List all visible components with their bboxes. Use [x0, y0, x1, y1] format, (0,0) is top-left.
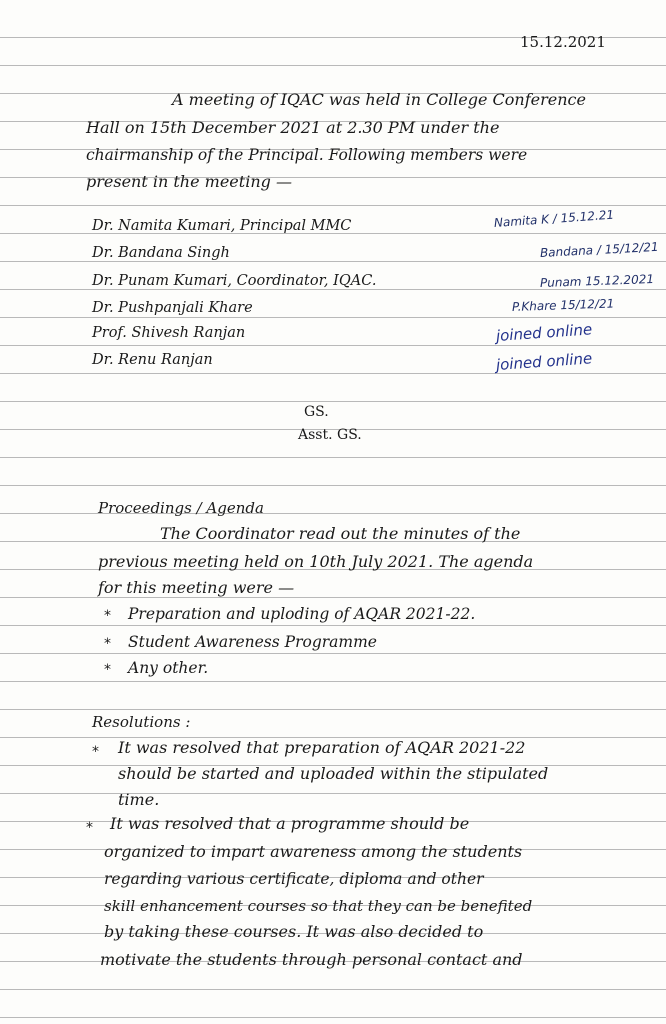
agenda-item: Student Awareness Programme — [128, 633, 377, 651]
member-name: Prof. Shivesh Ranjan — [92, 325, 246, 341]
proceedings-line: for this meeting were — — [98, 578, 295, 597]
resolution-line: should be started and uploaded within the stipulated — [118, 764, 549, 783]
gs-label: GS. — [304, 404, 329, 420]
intro-line: present in the meeting — — [86, 172, 292, 191]
agenda-item: Any other. — [128, 659, 209, 677]
agenda-bullet: * — [104, 662, 111, 678]
proceedings-heading: Proceedings / Agenda — [98, 499, 264, 517]
intro-line: A meeting of IQAC was held in College Conference — [172, 90, 586, 109]
member-name: Dr. Pushpanjali Khare — [92, 300, 253, 316]
agenda-bullet: * — [104, 636, 111, 652]
asst-gs-label: Asst. GS. — [298, 427, 362, 443]
proceedings-line: previous meeting held on 10th July 2021. The agenda — [98, 552, 534, 571]
resolution-line: regarding various certificate, diploma and other — [104, 870, 484, 888]
agenda-bullet: * — [104, 608, 111, 624]
meeting-date: 15.12.2021 — [520, 33, 606, 51]
resolution-line: It was resolved that a programme should be — [110, 814, 470, 833]
member-name: Dr. Renu Ranjan — [92, 352, 213, 368]
resolution-line: by taking these courses. It was also decided to — [104, 922, 484, 941]
agenda-item: Preparation and uploding of AQAR 2021-22. — [128, 605, 476, 623]
member-name: Dr. Punam Kumari, Coordinator, IQAC. — [92, 273, 377, 289]
member-name: Dr. Namita Kumari, Principal MMC — [92, 218, 352, 234]
resolutions-heading: Resolutions : — [92, 713, 191, 731]
member-note-online: joined online — [495, 320, 593, 345]
member-signature: Punam 15.12.2021 — [539, 272, 655, 290]
resolution-line: time. — [118, 790, 160, 809]
resolution-bullet: * — [86, 820, 93, 836]
member-signature: Bandana / 15/12/21 — [539, 239, 659, 260]
resolution-line: skill enhancement courses so that they can be benefited — [104, 897, 533, 915]
resolution-bullet: * — [92, 744, 99, 760]
proceedings-line: The Coordinator read out the minutes of the — [160, 524, 521, 543]
resolution-line: It was resolved that preparation of AQAR 2021-22 — [118, 738, 526, 757]
resolution-line: motivate the students through personal contact and — [100, 950, 523, 969]
member-signature: P.Khare 15/12/21 — [511, 296, 615, 314]
member-note-online: joined online — [495, 349, 593, 374]
resolution-line: organized to impart awareness among the students — [104, 842, 523, 861]
member-signature: Namita K / 15.12.21 — [493, 207, 615, 230]
intro-line: Hall on 15th December 2021 at 2.30 PM under the — [86, 118, 500, 137]
member-name: Dr. Bandana Singh — [92, 245, 230, 261]
intro-line: chairmanship of the Principal. Following members were — [86, 146, 528, 164]
